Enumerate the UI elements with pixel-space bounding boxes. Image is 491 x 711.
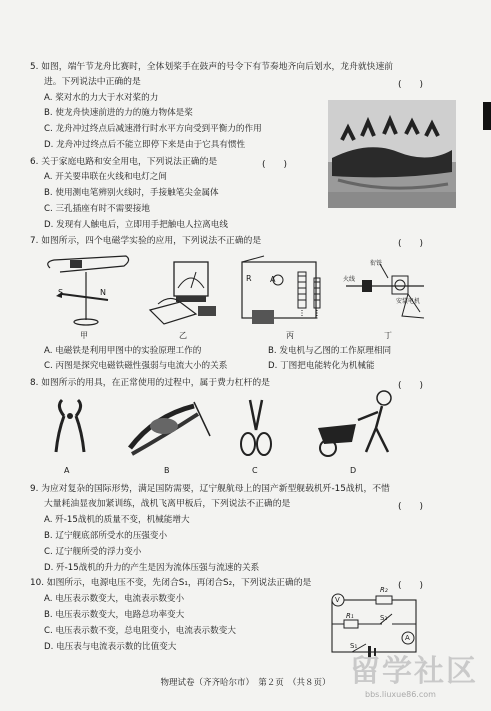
- bing-label-a: A: [270, 275, 276, 284]
- q5-option-a: A. 桨对水的力大于水对桨的力: [44, 93, 159, 103]
- q6-option-c: C. 三孔插座有时不需要接地: [44, 204, 150, 214]
- watermark-url: bbs.liuxue86.com: [365, 690, 436, 699]
- ding-label-motor: 安装电机: [396, 298, 421, 305]
- q6-option-d: D. 发现有人触电后，立即用手把触电人拉离电线: [44, 220, 228, 230]
- q7-option-a: A. 电磁铁是利用甲图中的实验原理工作的: [44, 346, 202, 356]
- q10-answer-paren: ( ): [398, 581, 424, 591]
- q8-stem: 8. 如图所示的用具，在正常使用的过程中，属于费力杠杆的是: [30, 378, 270, 388]
- jia-label-n: N: [100, 288, 106, 297]
- circuit-label-s2: S₂: [380, 614, 388, 622]
- q9-option-b: B. 辽宁舰底部所受水的压强变小: [44, 531, 168, 541]
- tool-c-label: C: [252, 466, 258, 475]
- circuit-label-r1: R₁: [346, 612, 354, 620]
- q10-option-c: C. 电压表示数不变，总电阻变小，电流表示数变大: [44, 626, 236, 636]
- q8-answer-paren: ( ): [398, 381, 424, 391]
- q10-option-a: A. 电压表示数变大，电流表示数变小: [44, 594, 185, 604]
- ding-label-fire: 火线: [343, 276, 356, 283]
- circuit-label-v: V: [335, 596, 340, 604]
- q7-answer-paren: ( ): [398, 239, 424, 249]
- tool-a-label: A: [64, 466, 70, 475]
- figure-yi-generator: [140, 254, 230, 332]
- q9-option-d: D. 歼-15战机的升力的产生是因为流体压强与流速的关系: [44, 563, 260, 573]
- figure-ding-label: 丁: [384, 331, 392, 340]
- q9-stem-line1: 9. 为应对复杂的国际形势，满足国防需要，辽宁舰航母上的国产新型舰载机歼-15战机，不惜: [30, 484, 390, 494]
- q5-stem-line1: 5. 如图，端午节龙舟比赛时，全体划桨手在鼓声的号令下有节奏地齐向后划水，龙舟就快速前: [30, 62, 394, 72]
- tool-c-scissors: [236, 396, 276, 460]
- figure-bing-label: 丙: [286, 331, 294, 340]
- tool-b-nutcracker: [124, 396, 216, 458]
- q7-option-d: D. 丁图把电能转化为机械能: [268, 361, 375, 371]
- circuit-label-a: A: [405, 634, 410, 642]
- figure-bing-electromagnet: [238, 258, 334, 330]
- page-edge-marker: [483, 102, 491, 130]
- figure-jia-label: 甲: [80, 331, 88, 340]
- tool-d-label: D: [350, 466, 357, 475]
- q5-option-c: C. 龙舟冲过终点后减速滑行时水平方向受到平衡力的作用: [44, 124, 262, 134]
- dragon-boat-photo: [328, 100, 456, 208]
- circuit-label-s1: S₁: [350, 642, 358, 650]
- circuit-label-r2: R₂: [380, 586, 388, 594]
- page-footer: 物理试卷（齐齐哈尔市） 第２页 （共８页）: [160, 678, 331, 688]
- q10-option-d: D. 电压表与电流表示数的比值变大: [44, 642, 177, 652]
- watermark-logo-text: 留学社区: [350, 654, 478, 689]
- figure-jia-oersted: [40, 252, 132, 332]
- q6-option-b: B. 使用测电笔辨别火线时，手接触笔尖金属体: [44, 188, 219, 198]
- q9-option-c: C. 辽宁舰所受的浮力变小: [44, 547, 142, 557]
- tool-d-wheelbarrow: [312, 386, 404, 462]
- q9-stem-line2: 大量耗油显夜加紧训练，战机飞离甲板后，下列说法不正确的是: [44, 499, 291, 509]
- q6-answer-paren: ( ): [262, 160, 288, 170]
- figure-yi-label: 乙: [179, 331, 187, 340]
- q10-stem: 10. 如图所示，电源电压不变，先闭合S₁，再闭合S₂，下列说法正确的是: [30, 578, 312, 588]
- tool-a-pliers: [52, 396, 88, 454]
- q9-option-a: A. 歼-15战机的质量不变，机械能增大: [44, 515, 190, 525]
- q9-answer-paren: ( ): [398, 502, 424, 512]
- figure-ding-motor: [340, 256, 430, 330]
- q6-option-a: A. 开关要串联在火线和电灯之间: [44, 172, 167, 182]
- q6-stem: 6. 关于家庭电路和安全用电，下列说法正确的是: [30, 157, 218, 167]
- q5-stem-line2: 进。下列说法中正确的是: [44, 77, 141, 87]
- q5-answer-paren: ( ): [398, 80, 424, 90]
- q5-option-d: D. 龙舟冲过终点后不能立即停下来是由于它具有惯性: [44, 140, 246, 150]
- bing-label-r: R: [246, 274, 252, 283]
- q7-option-b: B. 发电机与乙图的工作原理相同: [268, 346, 392, 356]
- ding-label-armature: 衔铁: [370, 260, 383, 267]
- q5-option-b: B. 使龙舟快速前进的力的施力物体是桨: [44, 108, 193, 118]
- q7-stem: 7. 如图所示，四个电磁学实验的应用，下列说法不正确的是: [30, 236, 262, 246]
- tool-b-label: B: [164, 466, 170, 475]
- q10-option-b: B. 电压表示数变大，电路总功率变大: [44, 610, 185, 620]
- q7-option-c: C. 丙图是探究电磁铁磁性强弱与电流大小的关系: [44, 361, 228, 371]
- jia-label-s: S: [58, 288, 64, 297]
